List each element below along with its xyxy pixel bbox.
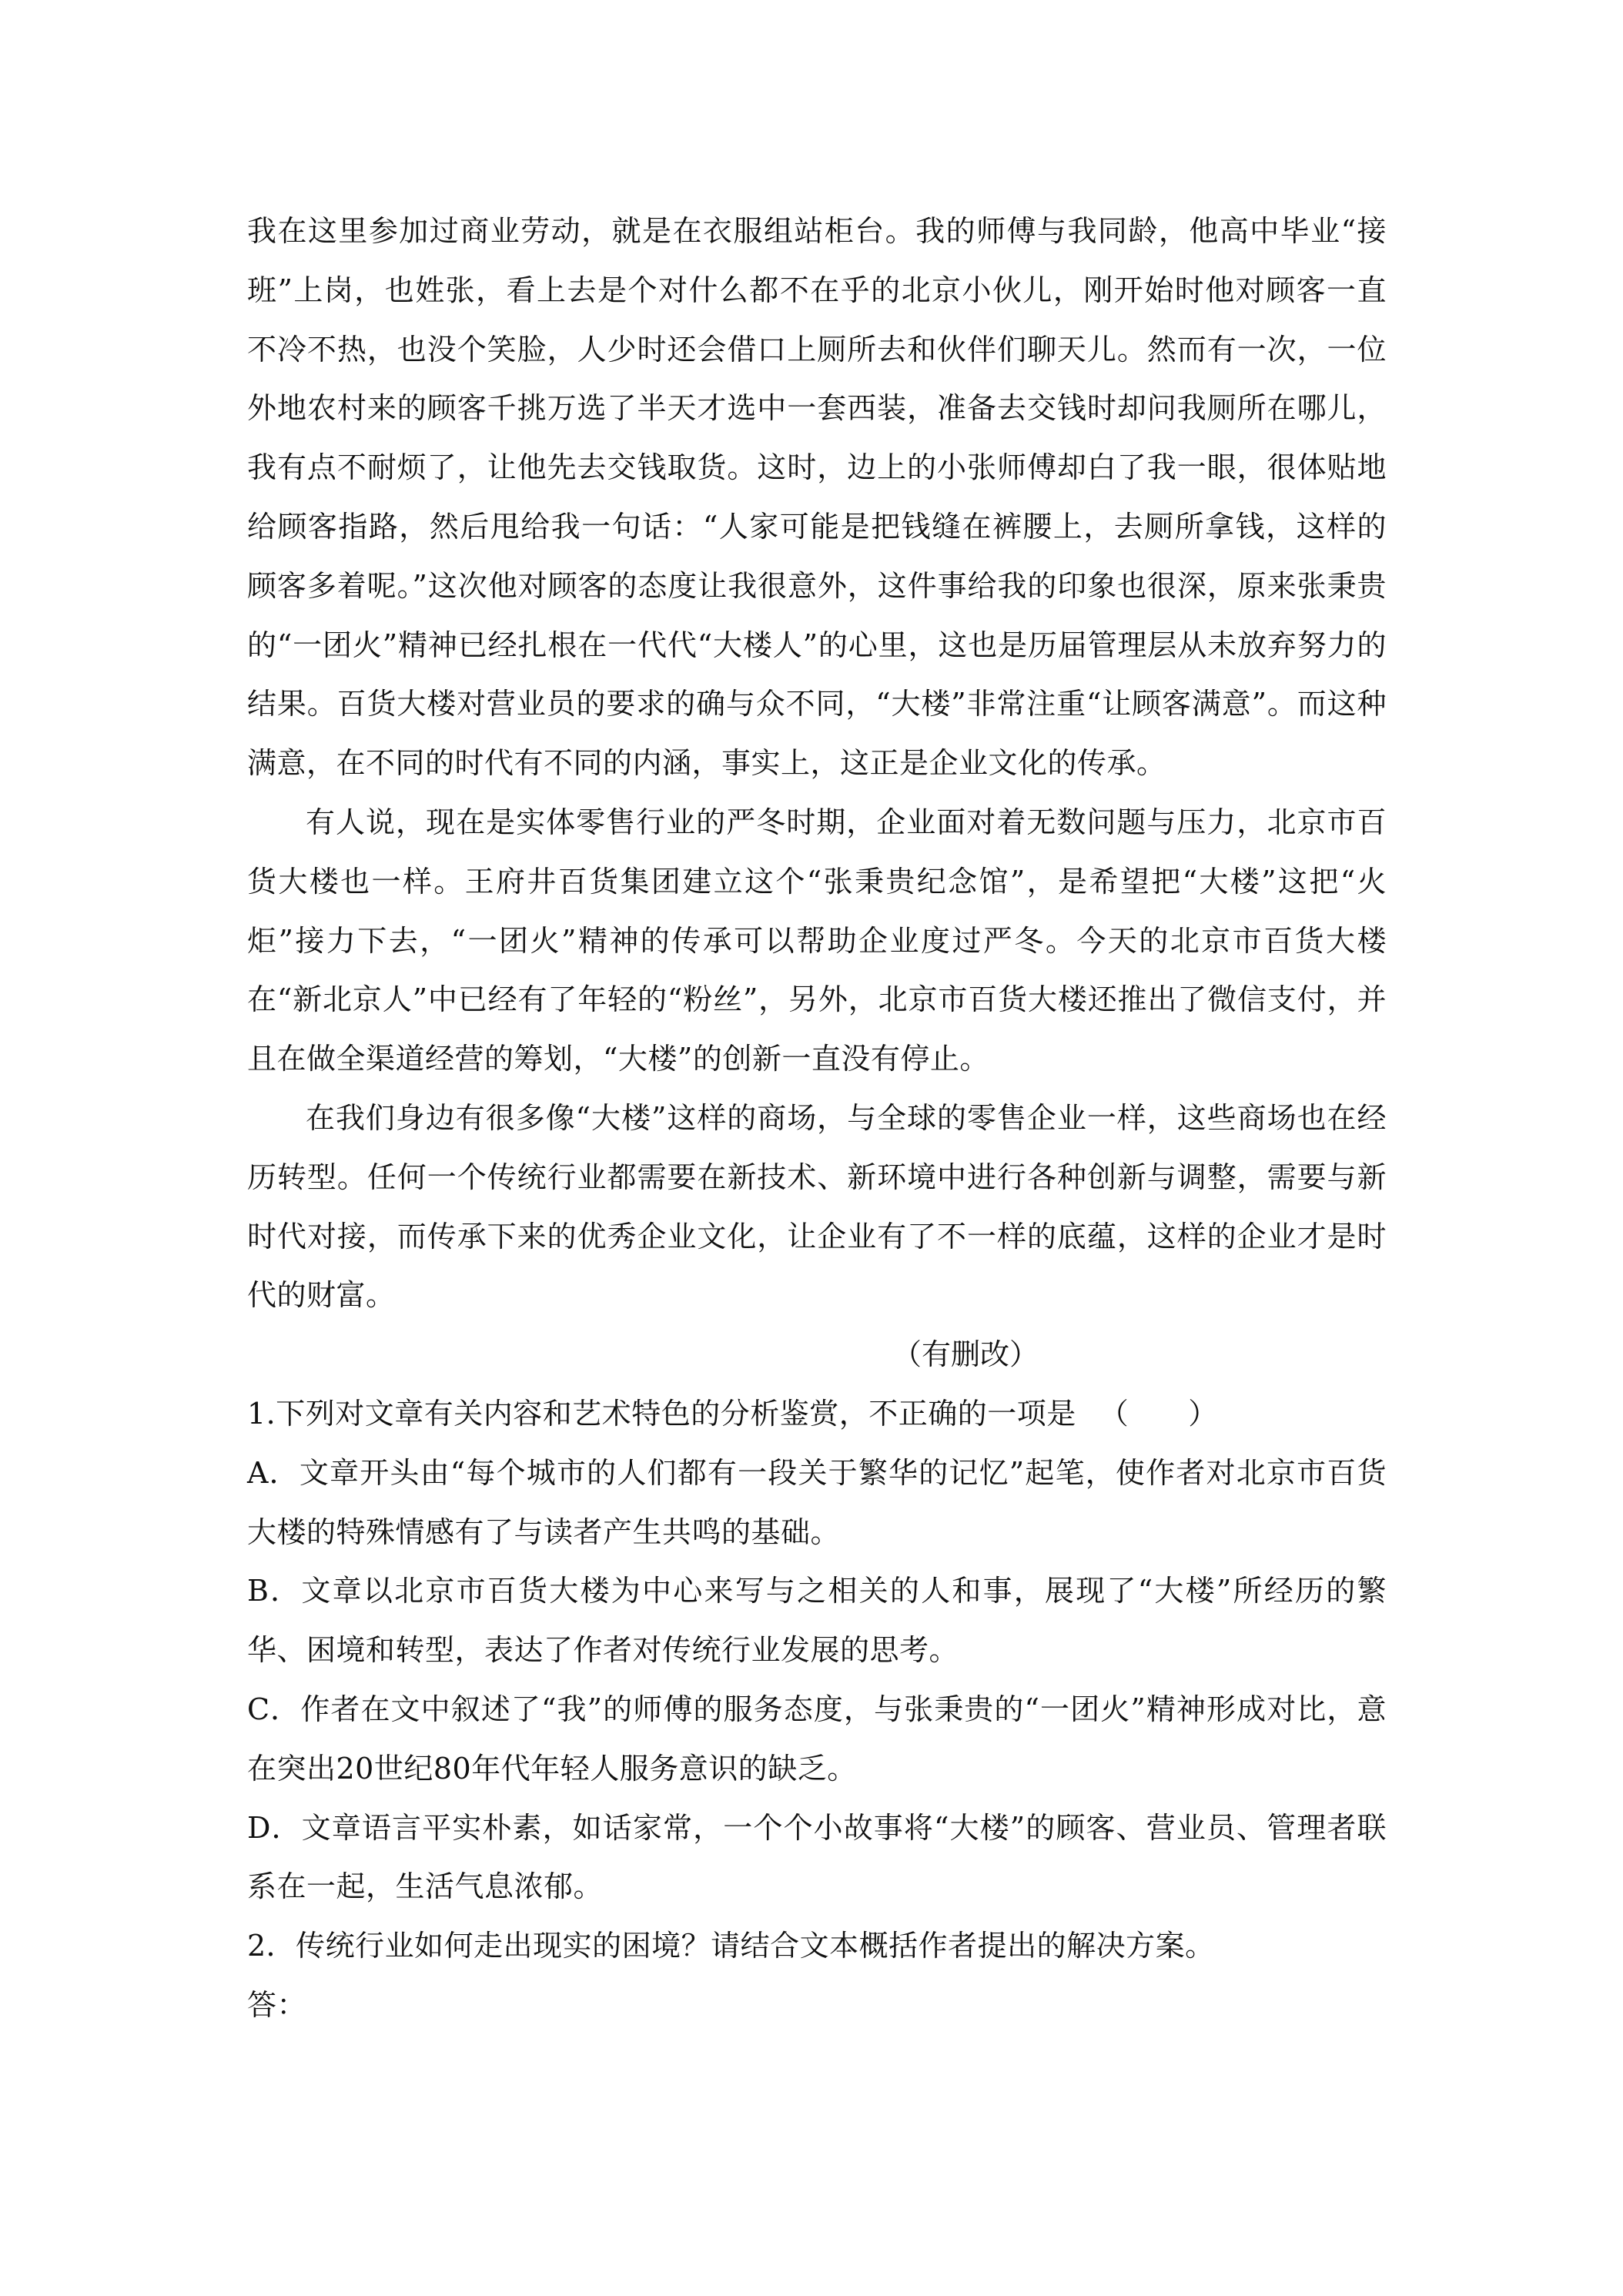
paragraph-1: 我在这里参加过商业劳动，就是在衣服组站柜台。我的师傅与我同龄，他高中毕业“接班”上岗，也姓张，看上去是个对什么都不在乎的北京小伙儿，刚开始时他对顾客一直不冷不热，也没个笑脸，人少时还会借口上厕所去和伙伴们聊天儿。然而有一次，一位外地农村来的顾客千挑万选了半天才选中一套西装，准备去交钱时却问我厕所在哪儿，我有点不耐烦了，让他先去交钱取货。这时，边上的小张师傅却白了我一眼，很体贴地给顾客指路，然后甩给我一句话：“人家可能是把钱缝在裤腰上，去厕所拿钱，这样的顾客多着呢。”这次他对顾客的态度让我很意外，这件事给我的印象也很深，原来张秉贵的“一团火”精神已经扎根在一代代“大楼人”的心里，这也是历届管理层从未放弃努力的结果。百货大楼对营业员的要求的确与众不同，“大楼”非常注重“让顾客满意”。而这种满意，在不同的时代有不同的内涵，事实上，这正是企业文化的传承。 — [247, 214, 1387, 781]
answer-parentheses: （ ） — [1099, 1396, 1218, 1431]
option-a: A．文章开头由“每个城市的人们都有一段关于繁华的记忆”起笔，使作者对北京市百货大楼的特殊情感有了与读者产生共鸣的基础。 — [247, 1455, 1387, 1549]
option-b: B．文章以北京市百货大楼为中心来写与之相关的人和事，展现了“大楼”所经历的繁华、困境和转型，表达了作者对传统行业发展的思考。 — [247, 1574, 1387, 1668]
answer-label: 答： — [247, 1987, 307, 2022]
edit-note: （有删改） — [892, 1337, 1039, 1372]
option-c: C．作者在文中叙述了“我”的师傅的服务态度，与张秉贵的“一团火”精神形成对比，意在突出20世纪80年代年轻人服务意识的缺乏。 — [247, 1692, 1387, 1786]
question-1-text: 1.下列对文章有关内容和艺术特色的分析鉴赏，不正确的一项是 — [247, 1396, 1076, 1431]
question-2-stem: 2．传统行业如何走出现实的困境？请结合文本概括作者提出的解决方案。 — [247, 1929, 1215, 1963]
option-d: D．文章语言平实朴素，如话家常，一个个小故事将“大楼”的顾客、营业员、管理者联系在一起，生活气息浓郁。 — [247, 1810, 1387, 1904]
document-page — [247, 202, 1387, 2035]
paragraph-2: 有人说，现在是实体零售行业的严冬时期，企业面对着无数问题与压力，北京市百货大楼也一样。王府井百货集团建立这个“张秉贵纪念馆”，是希望把“大楼”这把“火炬”接力下去，“一团火”精神的传承可以帮助企业度过严冬。今天的北京市百货大楼在“新北京人”中已经有了年轻的“粉丝”，另外，北京市百货大楼还推出了微信支付，并且在做全渠道经营的筹划，“大楼”的创新一直没有停止。 — [247, 805, 1387, 1076]
paragraph-3: 在我们身边有很多像“大楼”这样的商场，与全球的零售企业一样，这些商场也在经历转型。任何一个传统行业都需要在新技术、新环境中进行各种创新与调整，需要与新时代对接，而传承下来的优秀企业文化，让企业有了不一样的底蕴，这样的企业才是时代的财富。 — [247, 1100, 1387, 1313]
question-1-stem — [247, 1384, 1387, 1444]
